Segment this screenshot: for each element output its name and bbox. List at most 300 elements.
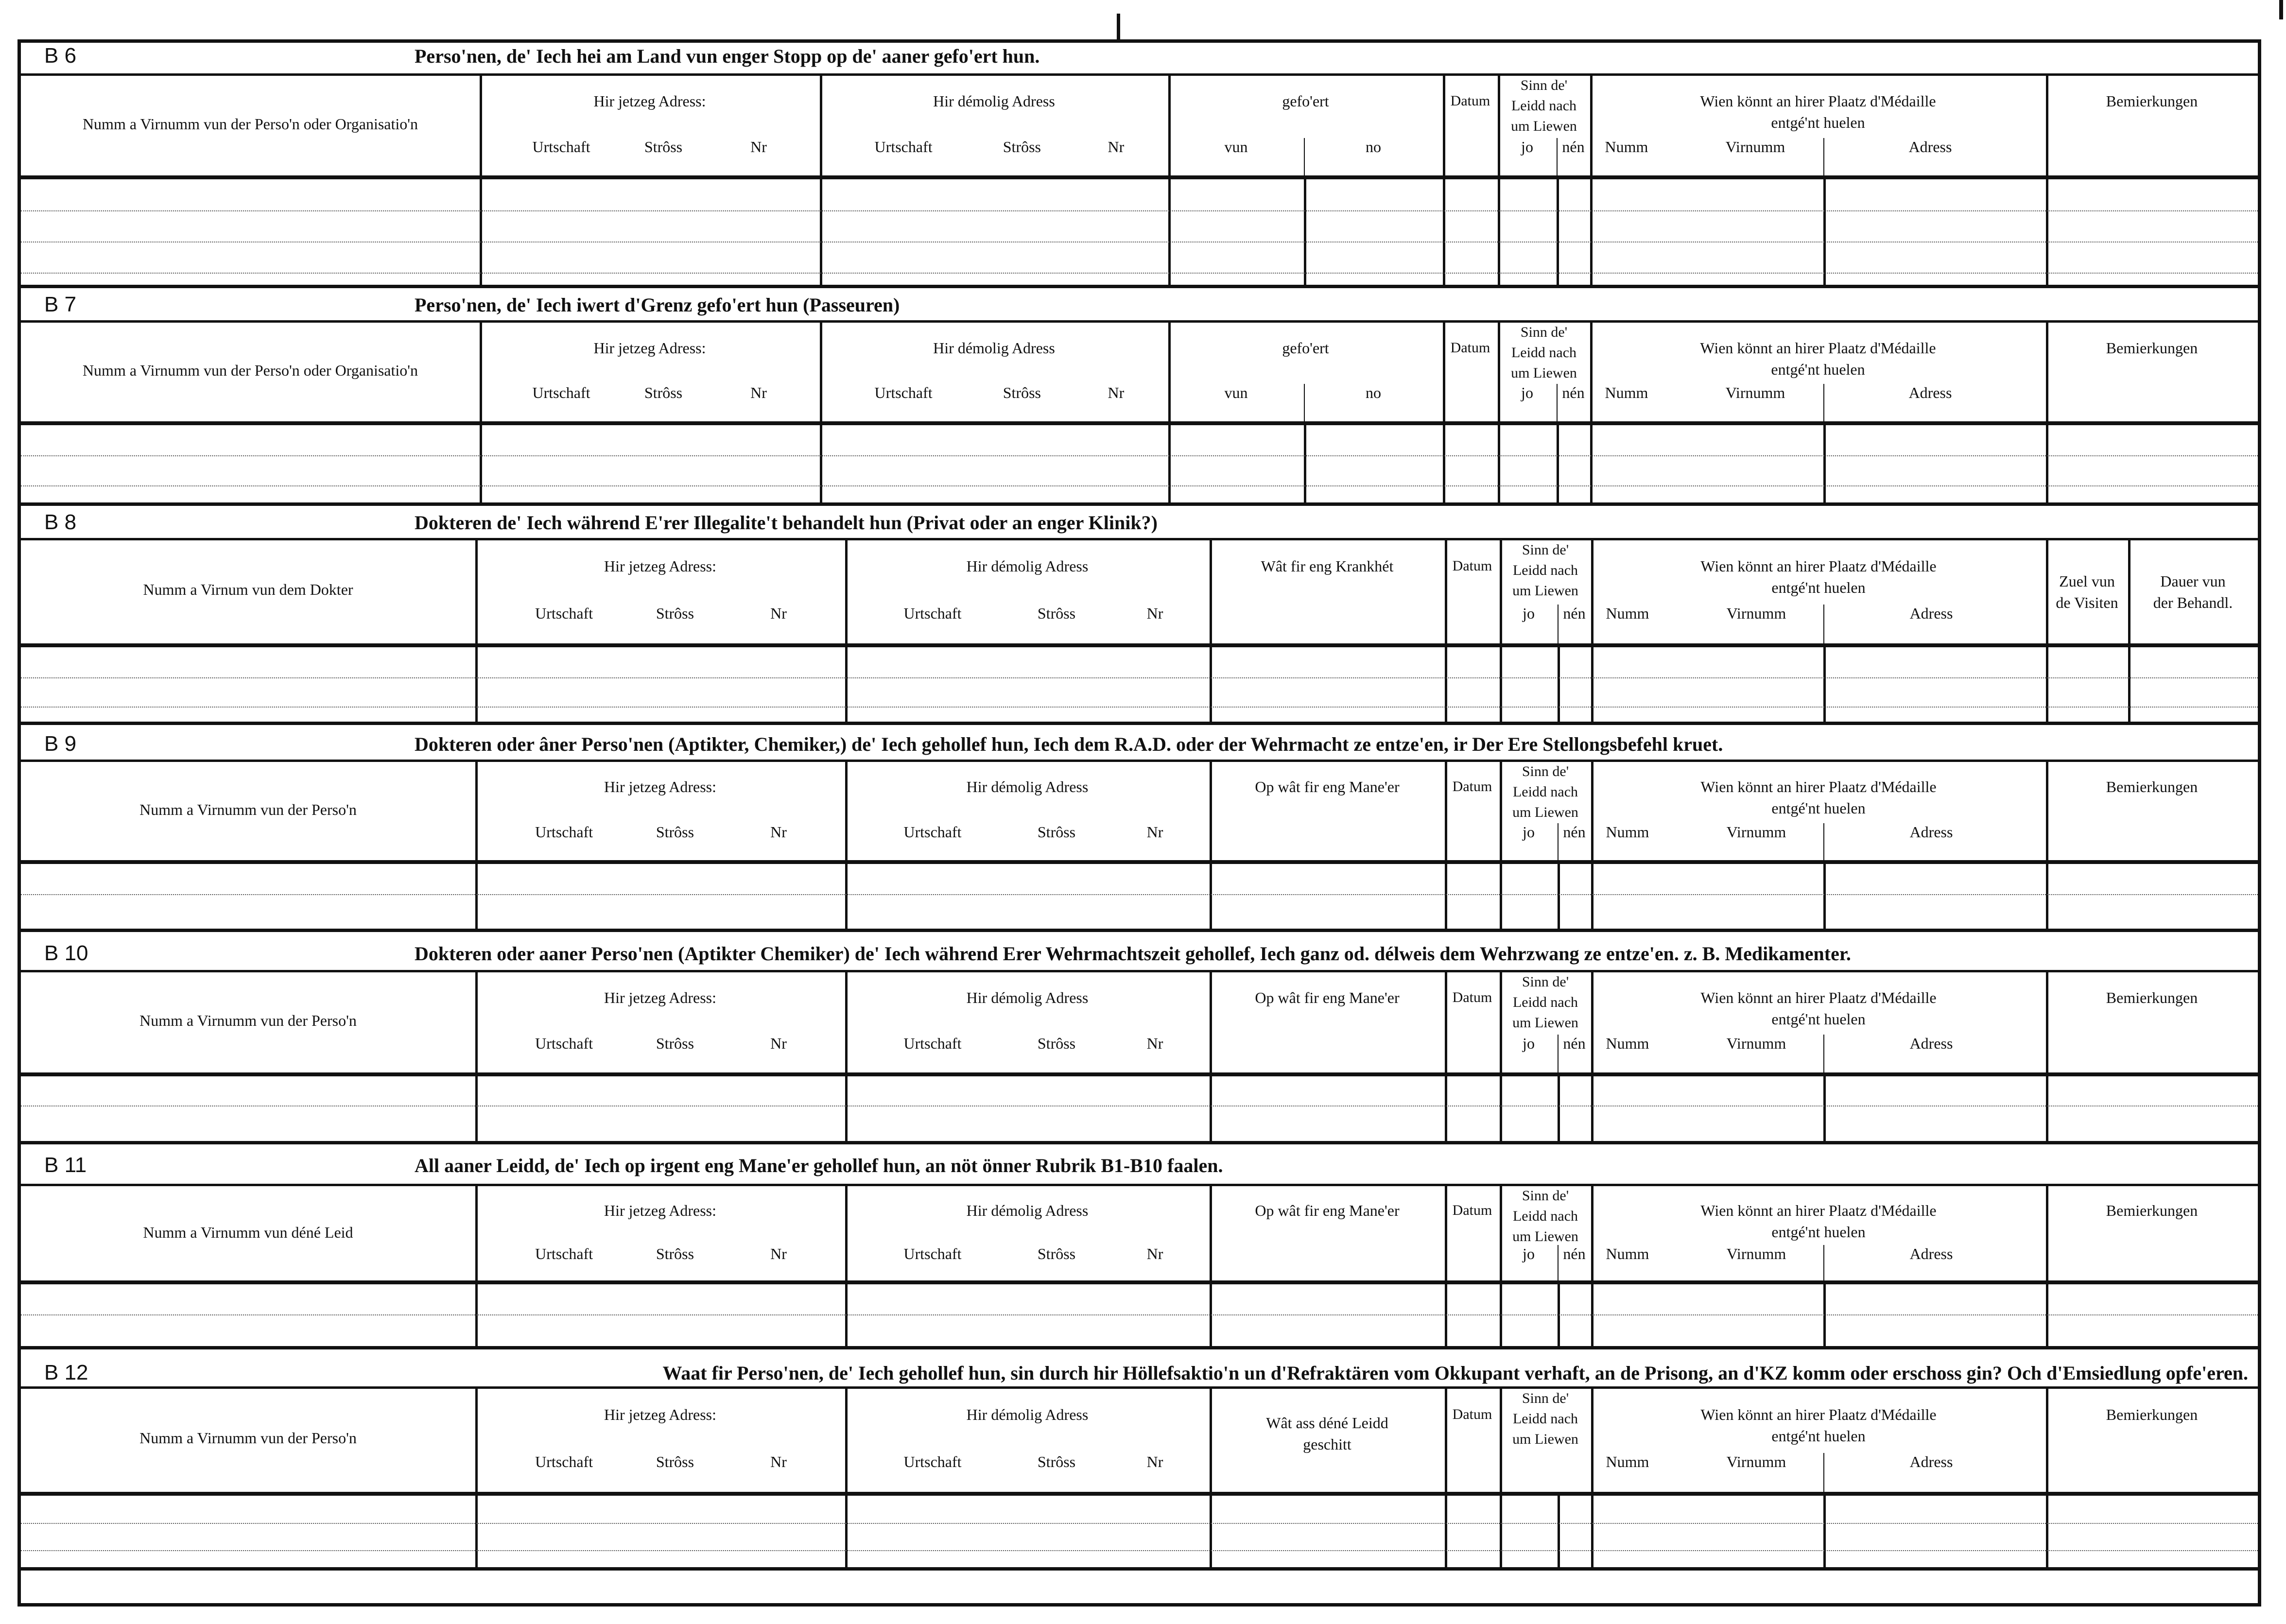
column-divider [2046,972,2048,1072]
row-column-divider [1591,864,1593,929]
entry-rows [21,1076,2258,1144]
entry-rows [21,1284,2258,1349]
row-column-divider [1558,1076,1560,1141]
column-header-band [21,972,2258,1076]
remarks-label: Bemierkungen [2106,1202,2198,1219]
row-column-divider [2046,864,2048,929]
alive-label-2: Leidd nach [1511,98,1577,114]
former-number-label: Nr [1146,823,1163,841]
current-address-label: Hir jetzeg Adress: [604,1202,717,1219]
row-column-divider [1210,647,1212,722]
former-number-label: Nr [1146,605,1163,622]
no-label: nén [1562,138,1585,155]
row-column-divider [1823,425,1826,502]
current-locality-label: Urtschaft [535,1035,593,1052]
name-column-label: Numm a Virnumm vun der Perso'n oder Organisatio'n [82,362,418,379]
row-column-divider [1445,1496,1447,1567]
medal-name-address-divider [1823,138,1824,175]
medal-firstname-label: Virnumm [1726,1035,1786,1052]
form-page [17,39,2261,1607]
column-divider [1445,972,1447,1072]
row-column-divider [475,864,478,929]
right-registration-mark [2279,0,2283,19]
medal-firstname-label: Virnumm [1725,138,1785,155]
entry-line[interactable] [21,1550,2258,1551]
entry-rows [21,1496,2258,1571]
medal-label-1: Wien könnt an hirer Plaatz d'Médaille [1700,1406,1937,1423]
alive-label-3: um Liewen [1512,804,1578,820]
section-code: B 9 [44,732,77,756]
row-column-divider [2046,647,2048,722]
row-column-divider [1558,647,1560,722]
date-label: Datum [1452,558,1492,574]
entry-line[interactable] [21,1314,2258,1315]
alive-label-2: Leidd nach [1512,1208,1578,1224]
medal-firstname-label: Virnumm [1726,605,1786,622]
current-street-label: Strôss [644,384,683,401]
date-label: Datum [1452,1406,1492,1422]
column-divider [845,1186,848,1280]
column-divider [820,323,822,421]
remarks-label: Bemierkungen [2106,92,2198,110]
alive-yes-no-divider [1558,1245,1559,1280]
alive-yes-no-divider [1558,1035,1559,1072]
yes-label: jo [1521,138,1533,155]
medal-lastname-label: Numm [1606,1035,1649,1052]
section-heading: Perso'nen, de' Iech iwert d'Grenz gefo'ert hun (Passeuren) [415,294,900,316]
name-column-label: Numm a Virnumm vun der Perso'n [139,1429,357,1447]
former-street-label: Strôss [1037,823,1076,841]
former-address-label: Hir démolig Adress [966,1406,1089,1423]
row-column-divider [2046,425,2048,502]
row-column-divider [1823,864,1826,929]
row-column-divider [820,179,822,285]
row-column-divider [1823,1496,1826,1567]
alive-label-3: um Liewen [1512,583,1578,599]
medal-label-2: entgé'nt huelen [1771,361,1865,378]
row-column-divider [1557,179,1559,285]
column-divider [845,972,848,1072]
no-label: nén [1563,1245,1586,1262]
alive-label-3: um Liewen [1512,1228,1578,1244]
current-number-label: Nr [770,1245,787,1262]
former-address-label: Hir démolig Adress [966,778,1089,795]
column-divider [1500,1389,1502,1492]
section-code: B 7 [44,293,77,316]
former-street-label: Strôss [1037,1035,1076,1052]
column-divider [1590,76,1593,175]
medal-label-2: entgé'nt huelen [1771,1223,1866,1241]
current-street-label: Strôss [656,605,694,622]
to-label: no [1366,384,1381,401]
alive-label-2: Leidd nach [1511,345,1577,361]
current-number-label: Nr [770,605,787,622]
section-b12 [21,1360,2258,1571]
section-code: B 12 [44,1361,88,1384]
former-number-label: Nr [1108,138,1125,155]
row-column-divider [1558,864,1560,929]
current-locality-label: Urtschaft [535,823,593,841]
duration-label-1: Dauer vun [2160,572,2226,590]
row-column-divider [1443,179,1445,285]
alive-label-3: um Liewen [1511,365,1577,381]
section-b7 [21,292,2258,506]
row-column-divider [1445,864,1447,929]
illness-label: Wât fir eng Krankhét [1261,557,1394,575]
former-number-label: Nr [1146,1245,1163,1262]
alive-label-1: Sinn de' [1522,1390,1569,1406]
entry-rows [21,425,2258,506]
column-divider [845,762,848,860]
column-divider [475,1186,478,1280]
row-column-divider [1498,425,1500,502]
yes-label: jo [1523,605,1535,622]
visits-label-1: Zuel vun [2059,572,2115,590]
medal-label-1: Wien könnt an hirer Plaatz d'Médaille [1700,339,1936,357]
row-column-divider [820,425,822,502]
former-number-label: Nr [1146,1035,1163,1052]
current-number-label: Nr [750,384,767,401]
row-column-divider [1591,1496,1593,1567]
from-to-divider [1304,384,1305,421]
yes-label: jo [1523,1245,1535,1262]
medal-label-2: entgé'nt huelen [1771,1010,1866,1028]
current-number-label: Nr [770,823,787,841]
row-column-divider [1823,647,1826,722]
transported-label: gefo'ert [1282,339,1329,357]
entry-rows [21,179,2258,288]
entry-rows [21,647,2258,725]
medal-label-1: Wien könnt an hirer Plaatz d'Médaille [1700,1202,1937,1219]
from-to-divider [1304,138,1305,175]
column-divider [1210,1186,1212,1280]
former-number-label: Nr [1146,1453,1163,1470]
row-column-divider [1823,1076,1826,1141]
row-column-divider [1590,425,1593,502]
medal-lastname-label: Numm [1606,1453,1649,1470]
former-address-label: Hir démolig Adress [933,92,1055,110]
section-b6 [21,43,2258,288]
column-divider [480,323,482,421]
section-heading: Dokteren oder aaner Perso'nen (Aptikter Chemiker) de' Iech während Erer Wehrmachtszeit gehollef, Iech ganz od. délweis dem Wehrzwang ze entze'en. z. B. Medikamenter. [415,943,1851,965]
row-column-divider [1557,425,1559,502]
column-divider [1443,323,1445,421]
alive-label-3: um Liewen [1512,1431,1578,1447]
medal-lastname-label: Numm [1606,605,1649,622]
row-column-divider [1168,425,1171,502]
column-divider [2046,1389,2048,1492]
name-column-label: Numm a Virnum vun dem Dokter [143,581,353,598]
medal-lastname-label: Numm [1606,823,1649,841]
column-divider [2046,323,2048,421]
to-label: no [1366,138,1381,155]
column-divider [2046,540,2048,643]
column-divider [1498,76,1500,175]
row-column-divider [480,179,482,285]
former-street-label: Strôss [1037,605,1076,622]
medal-address-label: Adress [1909,1453,1953,1470]
medal-name-address-divider [1823,1035,1824,1072]
section-title-bar [21,509,2258,540]
former-address-label: Hir démolig Adress [966,1202,1089,1219]
section-b10 [21,940,2258,1144]
row-column-divider [1500,647,1502,722]
no-label: nén [1563,1035,1586,1052]
current-street-label: Strôss [656,1035,694,1052]
former-street-label: Strôss [1003,138,1041,155]
section-code: B 10 [44,941,88,965]
what-happened-label-2: geschitt [1303,1435,1351,1453]
current-street-label: Strôss [656,823,694,841]
alive-label-2: Leidd nach [1512,562,1578,578]
medal-firstname-label: Virnumm [1726,823,1786,841]
current-street-label: Strôss [656,1453,694,1470]
alive-yes-no-divider [1558,605,1559,643]
row-column-divider [1445,1076,1447,1141]
current-locality-label: Urtschaft [535,1453,593,1470]
entry-line[interactable] [21,707,2258,708]
row-column-divider [2128,647,2130,722]
current-address-label: Hir jetzeg Adress: [604,778,717,795]
column-divider [1210,1389,1212,1492]
row-column-divider [1500,1076,1502,1141]
section-code: B 6 [44,44,77,68]
column-divider [1591,762,1593,860]
column-divider [1500,762,1502,860]
row-column-divider [2046,179,2048,285]
medal-label-2: entgé'nt huelen [1771,579,1866,596]
column-header-band [21,323,2258,425]
former-address-label: Hir démolig Adress [966,989,1089,1006]
column-divider [480,76,482,175]
name-column-label: Numm a Virnumm vun der Perso'n [139,801,357,818]
column-header-band [21,540,2258,647]
yes-label: jo [1523,823,1535,841]
row-column-divider [1500,1496,1502,1567]
row-column-divider [2046,1496,2048,1567]
name-column-label: Numm a Virnumm vun der Perso'n oder Organisatio'n [82,115,418,133]
row-column-divider [1210,1076,1212,1141]
medal-label-2: entgé'nt huelen [1771,114,1865,131]
alive-yes-no-divider [1557,138,1558,175]
row-column-divider [1304,179,1306,285]
name-column-label: Numm a Virnumm vun der Perso'n [139,1012,357,1029]
column-divider [1590,323,1593,421]
date-label: Datum [1452,778,1492,795]
column-divider [1591,972,1593,1072]
section-title-bar [21,292,2258,323]
medal-label-2: entgé'nt huelen [1771,799,1866,817]
former-street-label: Strôss [1037,1453,1076,1470]
row-column-divider [845,1496,848,1567]
current-street-label: Strôss [656,1245,694,1262]
former-locality-label: Urtschaft [874,138,933,155]
section-heading: Dokteren oder âner Perso'nen (Aptikter, Chemiker,) de' Iech gehollef hun, Iech dem R.A.D. oder der Wehrmacht ze entze'en, ir Der Ere Stellongsbefehl kruet. [415,733,1723,755]
alive-label-1: Sinn de' [1522,763,1569,779]
column-divider [1500,1186,1502,1280]
current-street-label: Strôss [644,138,683,155]
from-label: vun [1224,384,1248,401]
former-address-label: Hir démolig Adress [966,557,1089,575]
section-title-bar [21,940,2258,972]
column-divider [1445,762,1447,860]
medal-address-label: Adress [1908,384,1952,401]
remarks-label: Bemierkungen [2106,339,2198,357]
current-number-label: Nr [750,138,767,155]
column-divider [2046,76,2048,175]
current-locality-label: Urtschaft [532,384,590,401]
alive-label-2: Leidd nach [1512,784,1578,800]
column-divider [1210,972,1212,1072]
section-code: B 11 [44,1153,87,1177]
medal-name-address-divider [1823,823,1824,860]
column-divider [1168,323,1171,421]
alive-label-2: Leidd nach [1512,994,1578,1010]
medal-firstname-label: Virnumm [1726,1453,1786,1470]
alive-label-1: Sinn de' [1520,77,1568,93]
section-heading: Dokteren de' Iech während E'rer Illegalite't behandelt hun (Privat oder an enger Klinik?) [415,512,1158,534]
no-label: nén [1563,823,1586,841]
row-column-divider [1591,647,1593,722]
column-divider [1443,76,1445,175]
entry-line[interactable] [21,455,2258,456]
row-column-divider [475,1496,478,1567]
entry-line[interactable] [21,894,2258,895]
remarks-label: Bemierkungen [2106,778,2198,795]
column-divider [475,1389,478,1492]
former-locality-label: Urtschaft [903,605,962,622]
alive-label-1: Sinn de' [1522,542,1569,558]
alive-label-3: um Liewen [1512,1015,1578,1031]
medal-address-label: Adress [1909,823,1953,841]
current-address-label: Hir jetzeg Adress: [604,1406,717,1423]
column-divider [1168,76,1171,175]
entry-line[interactable] [21,677,2258,678]
former-locality-label: Urtschaft [874,384,933,401]
medal-name-address-divider [1823,1245,1824,1280]
entry-line[interactable] [21,1523,2258,1524]
section-title-bar [21,1152,2258,1186]
row-column-divider [2046,1076,2048,1141]
alive-label-1: Sinn de' [1522,1188,1569,1204]
current-address-label: Hir jetzeg Adress: [593,92,706,110]
current-locality-label: Urtschaft [532,138,590,155]
section-b11 [21,1152,2258,1349]
row-column-divider [1445,647,1447,722]
former-number-label: Nr [1108,384,1125,401]
manner-label: Op wât fir eng Mane'er [1255,778,1400,795]
medal-label-1: Wien könnt an hirer Plaatz d'Médaille [1700,989,1937,1006]
row-column-divider [1823,179,1826,285]
medal-lastname-label: Numm [1605,138,1648,155]
column-divider [1445,1389,1447,1492]
date-label: Datum [1450,340,1490,356]
column-divider [1591,1389,1593,1492]
entry-rows [21,864,2258,932]
visits-label-2: de Visiten [2056,594,2118,611]
section-title-bar [21,1360,2258,1389]
column-divider [2046,1186,2048,1280]
column-divider [1445,1186,1447,1280]
medal-firstname-label: Virnumm [1725,384,1785,401]
yes-label: jo [1521,384,1533,401]
alive-yes-no-divider [1557,384,1558,421]
what-happened-label: Wât ass déné Leidd [1266,1414,1388,1432]
row-column-divider [1590,179,1593,285]
section-title-bar [21,731,2258,762]
row-column-divider [1500,864,1502,929]
alive-label-1: Sinn de' [1522,974,1569,990]
medal-address-label: Adress [1909,1245,1953,1262]
medal-label-1: Wien könnt an hirer Plaatz d'Médaille [1700,92,1936,110]
row-column-divider [1558,1496,1560,1567]
medal-firstname-label: Virnumm [1726,1245,1786,1262]
column-divider [475,972,478,1072]
medal-address-label: Adress [1908,138,1952,155]
column-divider [1445,540,1447,643]
column-divider [1500,972,1502,1072]
section-heading: All aaner Leidd, de' Iech op irgent eng Mane'er gehollef hun, an nöt önner Rubrik B1-B10 faalen. [415,1155,1223,1176]
row-column-divider [1443,425,1445,502]
row-column-divider [1210,1496,1212,1567]
current-address-label: Hir jetzeg Adress: [604,989,717,1006]
no-label: nén [1562,384,1585,401]
section-b9 [21,731,2258,932]
visits-duration-divider [2128,540,2130,643]
medal-label-2: entgé'nt huelen [1771,1427,1866,1445]
former-locality-label: Urtschaft [903,823,962,841]
section-b8 [21,509,2258,725]
duration-label-2: der Behandl. [2153,594,2233,611]
column-divider [845,1389,848,1492]
row-column-divider [845,1076,848,1141]
section-heading: Waat fir Perso'nen, de' Iech gehollef hun, sin durch hir Höllefsaktio'n un d'Refraktären vom Okkupant verhaft, an de Prisong, an d'KZ komm oder erschoss gin? Och d'Emsiedlung opfe'eren. [662,1362,2248,1384]
column-divider [1500,540,1502,643]
date-label: Datum [1452,989,1492,1005]
row-column-divider [1304,425,1306,502]
no-label: nén [1563,605,1586,622]
entry-line[interactable] [21,485,2258,486]
alive-yes-no-divider [1558,823,1559,860]
entry-line[interactable] [21,210,2258,211]
medal-address-label: Adress [1909,605,1953,622]
current-address-label: Hir jetzeg Adress: [604,557,717,575]
transported-label: gefo'ert [1282,92,1329,110]
medal-name-address-divider [1823,1453,1824,1492]
former-street-label: Strôss [1037,1245,1076,1262]
alive-label-1: Sinn de' [1520,324,1568,340]
current-locality-label: Urtschaft [535,1245,593,1262]
row-column-divider [480,425,482,502]
entry-line[interactable] [21,273,2258,274]
column-divider [845,540,848,643]
former-locality-label: Urtschaft [903,1245,962,1262]
medal-address-label: Adress [1909,1035,1953,1052]
current-number-label: Nr [770,1035,787,1052]
current-locality-label: Urtschaft [535,605,593,622]
column-divider [1591,1186,1593,1280]
section-heading: Perso'nen, de' Iech hei am Land vun enger Stopp op de' aaner gefo'ert hun. [415,45,1040,67]
current-address-label: Hir jetzeg Adress: [593,339,706,357]
medal-name-address-divider [1823,605,1824,643]
former-street-label: Strôss [1003,384,1041,401]
column-header-band [21,1389,2258,1496]
column-divider [1591,540,1593,643]
date-label: Datum [1452,1202,1492,1218]
section-code: B 8 [44,510,77,534]
current-number-label: Nr [770,1453,787,1470]
from-label: vun [1224,138,1248,155]
